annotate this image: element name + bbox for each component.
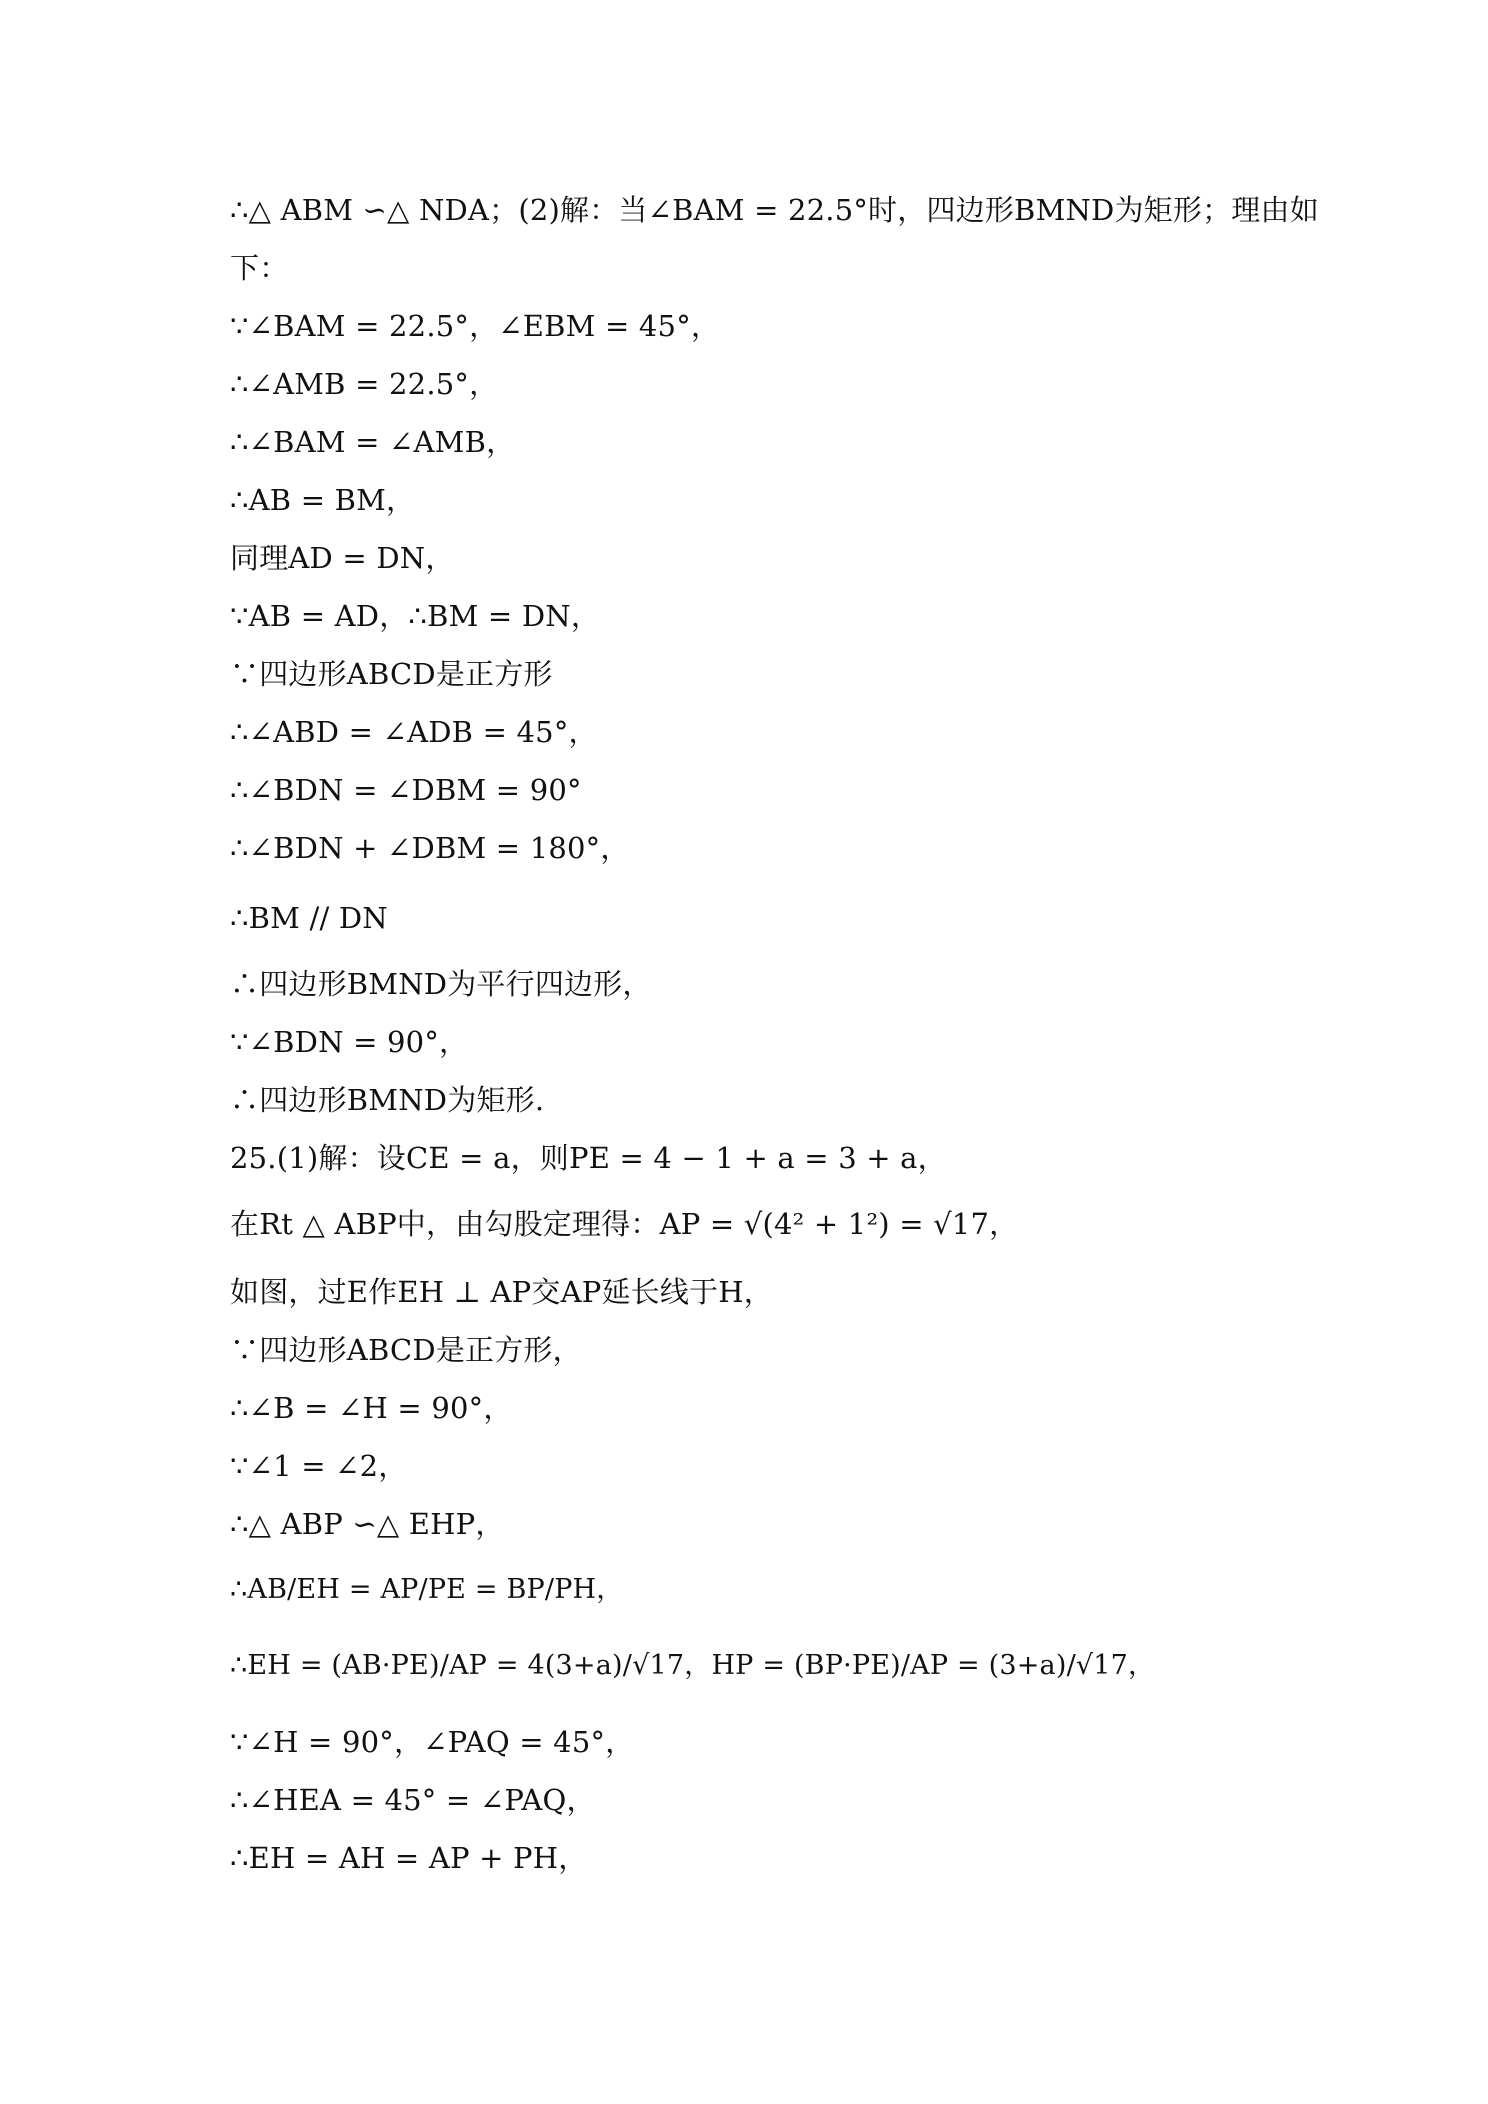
text-line: ∴∠BAM = ∠AMB， [230,425,516,459]
text-line: ∴AB = BM， [230,483,416,517]
text-line: ∴∠ABD = ∠ADB = 45°， [230,715,598,749]
text-line: 如图，过E作EH ⊥ AP交AP延长线于H， [230,1275,773,1309]
text-line: ∵∠BAM = 22.5°，∠EBM = 45°， [230,309,721,343]
text-line: 在Rt △ ABP中，由勾股定理得：AP = √(4² + 1²) = √17， [230,1207,1019,1241]
text-line: ∵四边形ABCD是正方形， [230,1333,582,1367]
text-line: ∴EH = AH = AP + PH， [230,1841,588,1875]
text-line: ∴BM // DN [230,901,388,935]
text-line: ∵四边形ABCD是正方形 [230,657,553,691]
text-line: ∵∠BDN = 90°， [230,1025,469,1059]
text-line: 同理AD = DN， [230,541,455,575]
text-line: ∴△ ABP ∽△ EHP， [230,1507,505,1541]
text-line: 25.(1)解：设CE = a，则PE = 4 − 1 + a = 3 + a， [230,1141,947,1175]
text-line: ∴∠HEA = 45° = ∠PAQ， [230,1783,596,1817]
text-line: ∴∠BDN + ∠DBM = 180°， [230,831,630,865]
text-line: ∴∠AMB = 22.5°， [230,367,499,401]
text-line: ∴∠B = ∠H = 90°， [230,1391,513,1425]
text-line: ∵AB = AD，∴BM = DN， [230,599,601,633]
fraction-line: ∴AB/EH = AP/PE = BP/PH， [230,1574,624,1605]
text-line: ∵∠1 = ∠2， [230,1449,408,1483]
text-line: ∴四边形BMND为矩形. [230,1083,545,1117]
text-line: 下： [230,251,289,285]
fraction-line: ∴EH = (AB·PE)/AP = 4(3+a)/√17，HP = (BP·PE)/AP = (3+a)/√17， [230,1650,1156,1681]
text-line: ∴△ ABM ∽△ NDA；(2)解：当∠BAM = 22.5°时，四边形BMND为矩形；理由如 [230,193,1319,227]
text-line: ∵∠H = 90°，∠PAQ = 45°， [230,1725,635,1759]
text-line: ∴四边形BMND为平行四边形， [230,967,652,1001]
text-line: ∴∠BDN = ∠DBM = 90° [230,773,582,807]
